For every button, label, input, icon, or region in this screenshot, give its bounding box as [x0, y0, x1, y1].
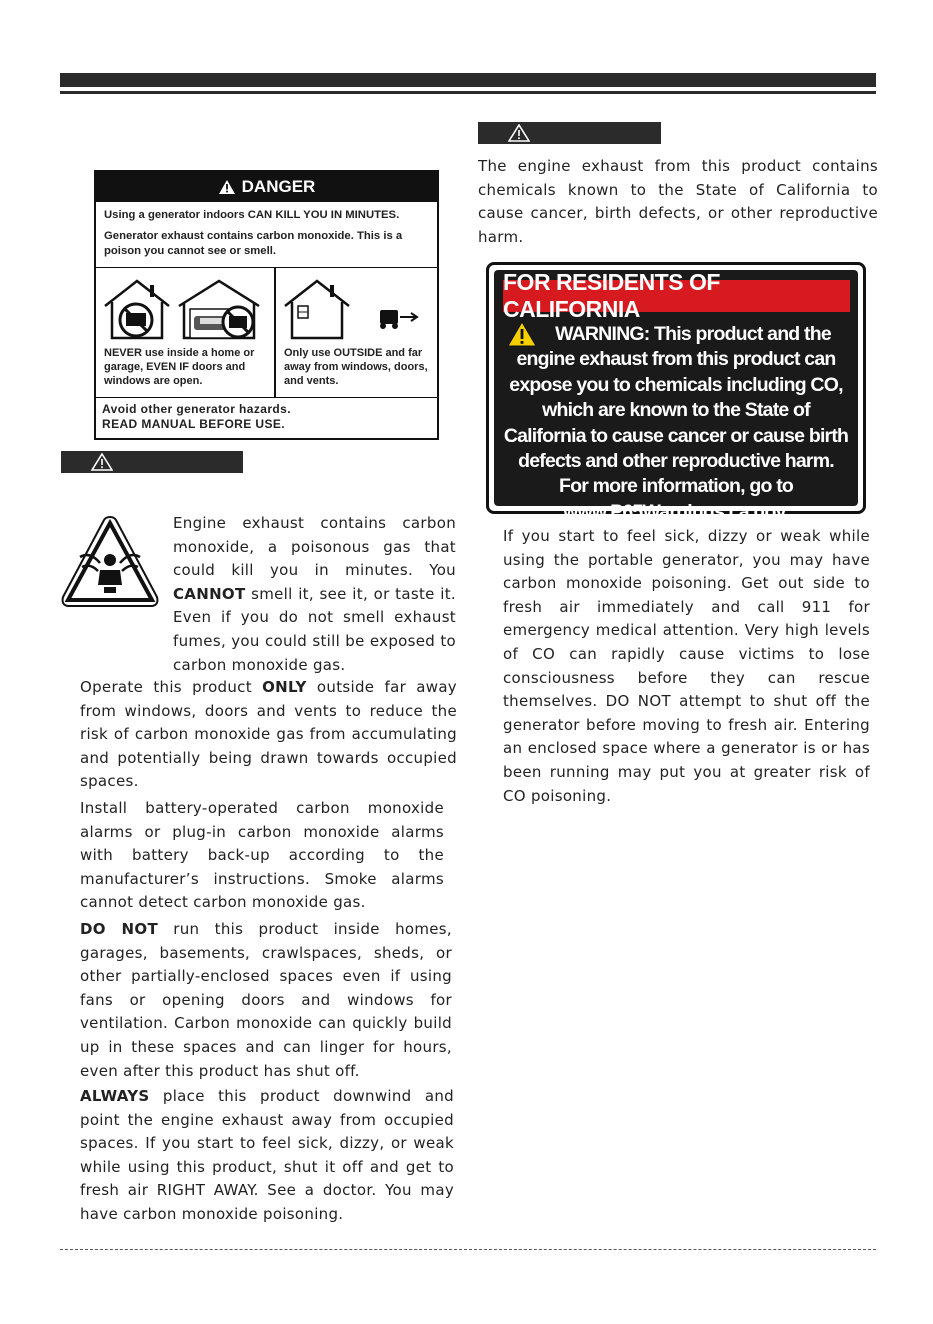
danger-header — [96, 172, 437, 202]
operate-post: outside far away from windows, doors and vents to reduce the risk of carbon monoxide gas from accumulating and potentially being drawn towards occupied spaces. — [80, 678, 457, 791]
pictogram-divider — [274, 268, 276, 397]
danger-line-2: Generator exhaust contains carbon monoxide. This is a poison you cannot see or smell. — [104, 230, 403, 257]
danger-footer-line-1: Avoid other generator hazards. — [102, 402, 291, 416]
california-warning-body: WARNING: This product and the engine exhaust from this product can expose you to chemicals including CO, which are known to the State of California to cause cancer or cause birth defects and other reproductive harm. For more information, go to — [503, 323, 849, 498]
california-exhaust-text: The engine exhaust from this product contains chemicals known to the State of California to cause cancer, birth defects, or other reproductive harm. — [478, 157, 878, 246]
co-intro-bold: CANNOT — [173, 584, 246, 603]
danger-heading: DANGER — [241, 177, 316, 196]
co-intro-post: smell it, see it, or taste it. Even if you do not smell exhaust fumes, you could still be exposed to carbon monoxide gas. — [173, 584, 456, 674]
warning-triangle-icon — [508, 124, 530, 142]
california-warning-inner — [494, 269, 858, 523]
co-intro-text — [173, 512, 456, 677]
exhaust-hazard-icon — [60, 515, 160, 609]
caption-never-indoors: NEVER use inside a home or garage, EVEN IF doors and windows are open. — [104, 347, 255, 387]
do-not-run-indoors-text — [80, 918, 452, 1083]
warning-triangle-icon — [218, 179, 236, 195]
header-rule — [60, 91, 876, 94]
operate-bold: ONLY — [262, 678, 307, 696]
always-post: place this product downwind and point the engine exhaust away from occupied spaces. If you start to feel sick, dizzy, or weak while using this product, shut it off and get to fresh air RIGHT AWAY. See a doctor. You may have carbon monoxide poisoning. — [80, 1087, 454, 1223]
p65-link[interactable]: www.P65Warnings.ca.gov — [563, 500, 785, 523]
do-not-post: run this product inside homes, garages, basements, crawlspaces, sheds, or other partially-enclosed spaces even if using fans or opening doors and windows for ventilation. Carbon monoxide can quickly build up in these spaces and can linger for hours, even after this product has shut off. — [80, 920, 452, 1080]
danger-line-1: Using a generator indoors CAN KILL YOU IN MINUTES. — [104, 209, 400, 221]
co-alarm-text: Install battery-operated carbon monoxide alarms or plug-in carbon monoxide alarms with battery back-up according to the manufacturer’s instructions. Smoke alarms cannot detect carbon monoxide gas. — [80, 799, 444, 912]
caption-only-outside: Only use OUTSIDE and far away from windows, doors, and vents. — [284, 347, 428, 387]
danger-message — [96, 202, 437, 268]
always-bold: ALWAYS — [80, 1087, 150, 1105]
footer-dashed-rule — [60, 1249, 876, 1250]
garage-no-generator-icon — [176, 276, 262, 340]
warning-triangle-icon — [91, 453, 113, 471]
warning-header-left — [61, 451, 243, 473]
danger-footer — [96, 398, 437, 436]
california-warning-text — [502, 322, 850, 525]
always-downwind-text — [80, 1085, 454, 1227]
california-warning-box — [486, 262, 866, 523]
danger-footer-line-2: READ MANUAL BEFORE USE. — [102, 417, 285, 431]
header-bar — [60, 73, 876, 87]
california-heading: FOR RESIDENTS OF CALIFORNIA — [503, 280, 850, 312]
do-not-bold: DO NOT — [80, 920, 158, 938]
house-outside-generator-icon — [282, 276, 432, 340]
house-no-generator-icon — [102, 276, 172, 340]
california-warning-period: . — [784, 500, 789, 523]
warning-header-right — [478, 122, 661, 144]
danger-pictograms — [96, 268, 437, 398]
co-poisoning-symptoms-text: If you start to feel sick, dizzy or weak while using the portable generator, you may have carbon monoxide poisoning. Get out side to fresh air immediately and call 911 for emergency medical attention. Very high levels of CO can rapidly cause victims to lose consciousness before they can rescue themselves. DO NOT attempt to shut off the generator before moving to fresh air. Entering an enclosed space where a generator is or has been running may put you at greater risk of CO poisoning. — [503, 527, 870, 805]
danger-label — [94, 170, 439, 440]
co-intro-pre: Engine exhaust contains carbon monoxide, a poisonous gas that could kill you in minutes. You — [173, 514, 456, 580]
operate-outside-text — [80, 676, 457, 794]
operate-pre: Operate this product — [80, 678, 263, 696]
